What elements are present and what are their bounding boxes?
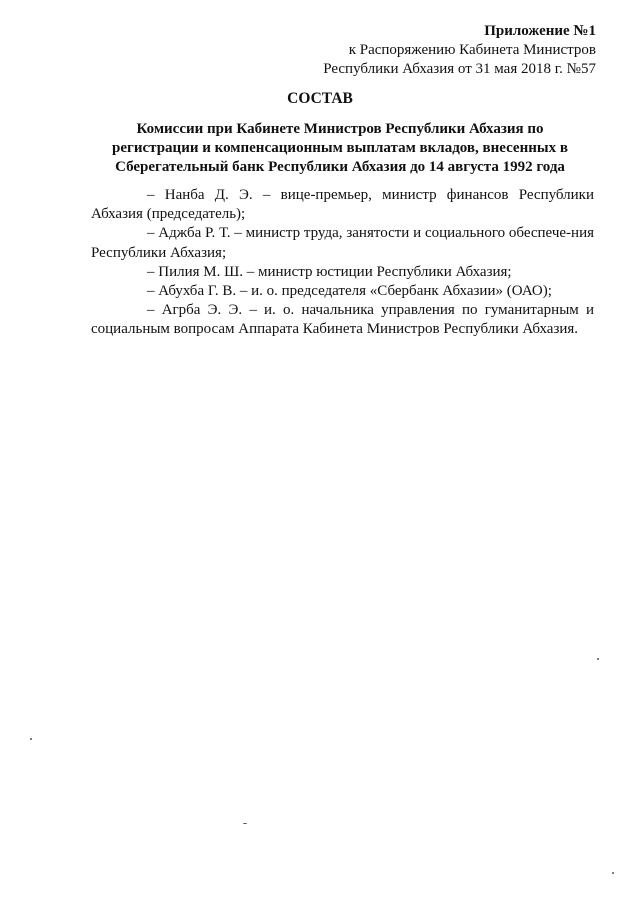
commission-members-list: [91, 186, 594, 340]
member-item: – Агрба Э. Э. – и. о. начальника управления по гуманитарным и социальным вопросам Аппарата Кабинета Министров Республики Абхазия.: [91, 302, 594, 338]
appendix-header: [323, 22, 596, 79]
document-title: СОСТАВ: [287, 90, 353, 107]
document-subtitle: [90, 120, 590, 177]
scan-speck: [597, 658, 599, 660]
member-item: – Пилия М. Ш. – министр юстиции Республики Абхазия;: [147, 263, 512, 280]
scan-speck: [612, 872, 614, 874]
scan-speck: [243, 823, 247, 824]
appendix-reference-line-1: к Распоряжению Кабинета Министров: [348, 42, 596, 58]
scan-speck: [30, 738, 32, 740]
member-item: – Абухба Г. В. – и. о. председателя «Сбербанк Абхазии» (ОАО);: [147, 283, 552, 300]
member-item: – Нанба Д. Э. – вице-премьер, министр финансов Республики Абхазия (председатель);: [91, 187, 594, 223]
member-item: – Аджба Р. Т. – министр труда, занятости и социального обеспече-ния Республики Абхазия;: [91, 225, 594, 261]
appendix-label: Приложение №1: [484, 23, 596, 39]
subtitle-line-3: Сберегательный банк Республики Абхазия до 14 августа 1992 года: [115, 159, 565, 175]
subtitle-line-2: регистрации и компенсационным выплатам вкладов, внесенных в: [112, 140, 568, 156]
subtitle-line-1: Комиссии при Кабинете Министров Республики Абхазия по: [136, 121, 544, 137]
appendix-reference-line-2: Республики Абхазия от 31 мая 2018 г. №57: [323, 61, 596, 77]
